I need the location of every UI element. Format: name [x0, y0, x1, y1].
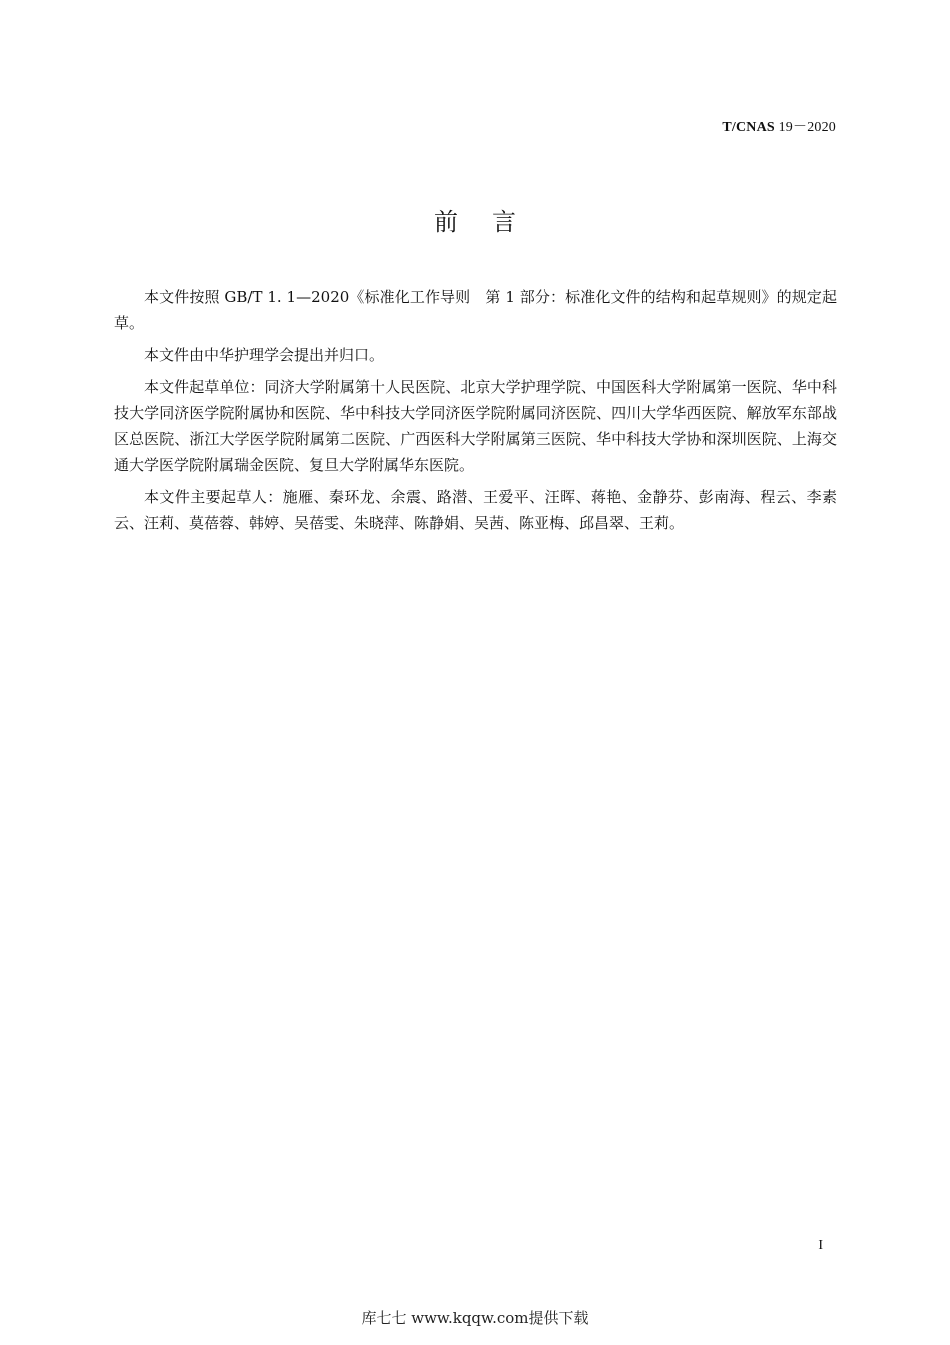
- paragraph-drafting-rules: 本文件按照 GB/T 1. 1—2020《标准化工作导则 第 1 部分：标准化文件的结构和起草规则》的规定起草。: [114, 288, 837, 332]
- standard-code-prefix: T/CNAS: [722, 120, 775, 135]
- paragraph-drafting-units: 本文件起草单位：同济大学附属第十人民医院、北京大学护理学院、中国医科大学附属第一医院、华中科技大学同济医学院附属协和医院、华中科技大学同济医学院附属同济医院、四川大学华西医院、解放军东部战区总医院、浙江大学医学院附属第二医院、广西医科大学附属第三医院、华中科技大学协和深圳医院、上海交通大学医学院附属瑞金医院、复旦大学附属华东医院。: [114, 378, 837, 474]
- page-title: 前言: [434, 208, 550, 236]
- preface-body: [114, 284, 837, 542]
- download-footer: 库七七 www.kqqw.com提供下载: [361, 1309, 589, 1327]
- paragraph-proposer: 本文件由中华护理学会提出并归口。: [144, 346, 385, 364]
- page-number: I: [818, 1238, 823, 1253]
- standard-code: [722, 116, 836, 136]
- paragraph-main-drafters: 本文件主要起草人：施雁、秦环龙、余震、路潜、王爱平、汪晖、蒋艳、金静芬、彭南海、程云、李素云、汪莉、莫蓓蓉、韩婷、吴蓓雯、朱晓萍、陈静娟、吴茜、陈亚梅、邱昌翠、王莉。: [114, 488, 837, 532]
- standard-code-number: 19－2020: [774, 120, 836, 135]
